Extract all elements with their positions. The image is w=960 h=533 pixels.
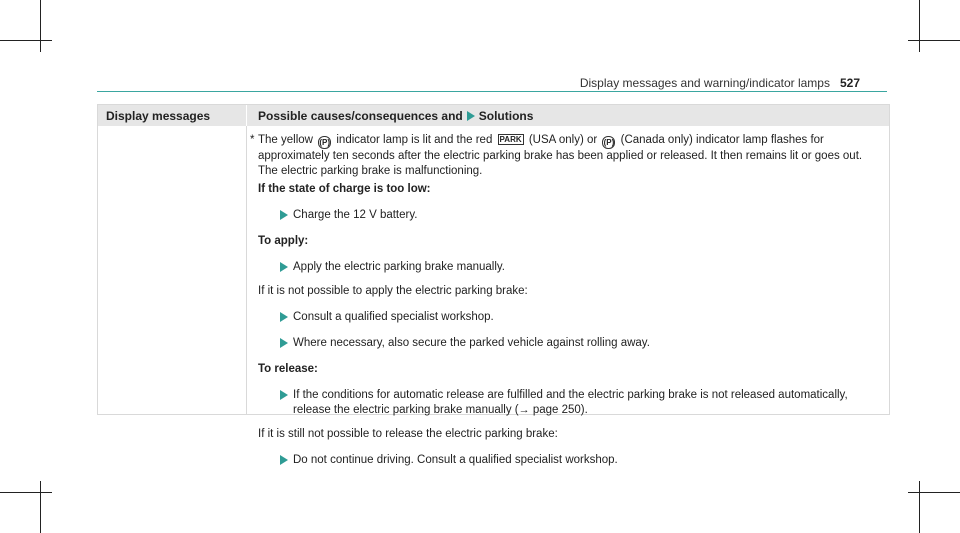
crop-mark: [908, 40, 960, 41]
triangle-icon: [280, 262, 288, 272]
intro-text-a: The yellow: [258, 134, 313, 146]
triangle-icon: [280, 455, 288, 465]
step-text: Apply the electric parking brake manually.: [293, 261, 506, 273]
intro-text-c: (USA only) or: [528, 134, 598, 146]
col-header-causes-label: Possible causes/consequences and: [258, 109, 463, 123]
paragraph: If it is not possible to apply the electric parking brake:: [258, 285, 528, 297]
crop-mark: [919, 0, 920, 52]
step-text: Do not continue driving. Consult a qualified specialist workshop.: [293, 454, 618, 466]
running-head: [580, 76, 860, 90]
page-ref-arrow-icon: →: [518, 404, 530, 416]
cell-content: [250, 133, 883, 468]
step-text: Charge the 12 V battery.: [293, 209, 418, 221]
park-lamp-icon: PARK: [499, 135, 522, 144]
step-item: [258, 260, 883, 275]
page-reference-link[interactable]: page 250).: [532, 404, 588, 416]
heading-to-apply: To apply:: [258, 235, 309, 247]
intro-text-b: indicator lamp is lit and the red: [336, 134, 493, 146]
step-text: Where necessary, also secure the parked vehicle against rolling away.: [293, 337, 650, 349]
step-text: If the conditions for automatic release are fulfilled and the electric parking brake is not released automatically, release the electric parking brake manually (: [293, 389, 848, 416]
intro-paragraph: [250, 133, 883, 179]
parking-brake-lamp-icon: (P): [603, 138, 615, 147]
crop-mark: [40, 481, 41, 533]
crop-mark: [919, 481, 920, 533]
col-header-solutions-label: Solutions: [478, 109, 534, 123]
parking-brake-lamp-icon: (P): [319, 138, 330, 147]
col-header-causes: [258, 109, 533, 123]
page-number: 527: [839, 76, 860, 90]
crop-mark: [0, 492, 52, 493]
triangle-icon: [280, 312, 288, 322]
heading-charge-low: If the state of charge is too low:: [258, 183, 431, 195]
paragraph: If it is still not possible to release the electric parking brake:: [258, 428, 558, 440]
crop-mark: [0, 40, 52, 41]
triangle-icon: [280, 338, 288, 348]
intro-text-d: (Canada only) indicator lamp flashes for approximately ten seconds after the electric parking brake has been applied or released. It then remains lit or goes out. The electric parking brake is malfunctioning.: [258, 134, 863, 177]
crop-mark: [908, 492, 960, 493]
header-rule: [97, 91, 887, 92]
step-item: [258, 310, 883, 325]
running-head-title: Display messages and warning/indicator lamps: [579, 76, 830, 90]
col-header-display-messages: Display messages: [106, 109, 211, 123]
table-header: [98, 105, 889, 126]
step-item: [258, 336, 883, 351]
step-item: [258, 453, 883, 468]
step-item: [258, 208, 883, 223]
triangle-icon: [280, 210, 288, 220]
crop-mark: [40, 0, 41, 52]
message-table: [97, 104, 890, 466]
heading-to-release: To release:: [258, 363, 318, 375]
triangle-icon: [280, 390, 288, 400]
triangle-icon: [467, 111, 475, 121]
footnote-star: *: [250, 134, 255, 146]
column-divider: [246, 126, 247, 414]
step-item: [258, 388, 883, 418]
header-divider: [246, 105, 247, 126]
step-text: Consult a qualified specialist workshop.: [293, 311, 494, 323]
